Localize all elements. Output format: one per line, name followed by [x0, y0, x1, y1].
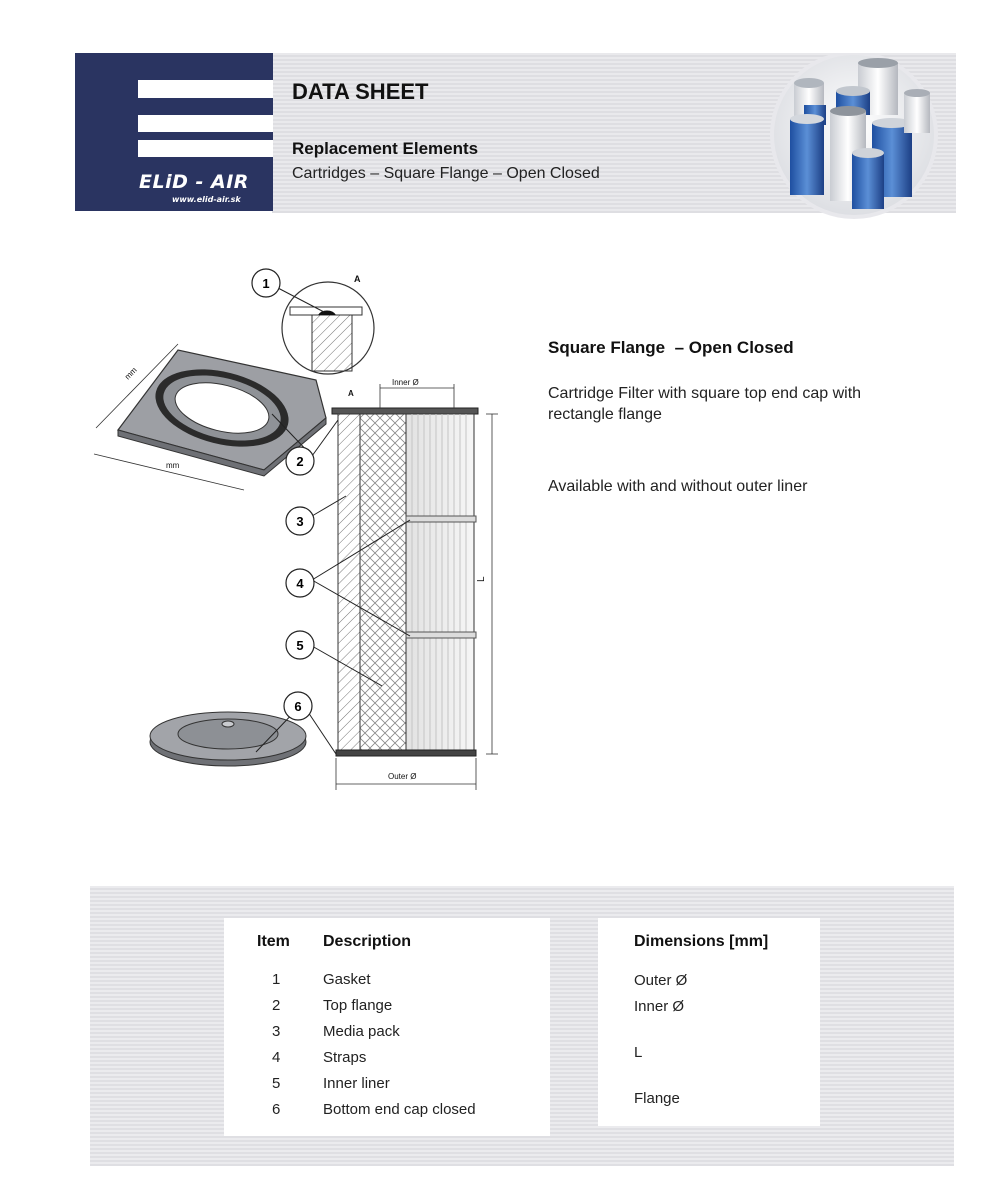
callout-number-6: 6	[294, 699, 302, 714]
item-description: Top flange	[323, 997, 393, 1014]
dimension-length: L	[634, 1044, 643, 1061]
item-description: Media pack	[323, 1023, 400, 1040]
logo-bar-middle	[138, 115, 273, 132]
logo-text: ELiD - AIR	[139, 171, 249, 193]
dim-outer-label: Outer Ø	[388, 772, 417, 781]
cartridge-drawing	[332, 384, 498, 790]
item-number: 3	[272, 1023, 281, 1040]
item-description: Inner liner	[323, 1075, 390, 1092]
dim-mm-side: mm	[122, 365, 139, 382]
company-logo	[75, 53, 273, 211]
dimensions-table	[598, 918, 820, 1126]
dimension-outer-diameter: Outer Ø	[634, 972, 688, 989]
detail-a-view	[282, 282, 374, 374]
items-table	[224, 918, 550, 1136]
page-title: DATA SHEET	[292, 79, 429, 104]
bottom-end-cap-drawing	[150, 712, 306, 766]
product-line: Cartridges – Square Flange – Open Closed	[292, 165, 600, 182]
item-number: 6	[272, 1101, 281, 1118]
logo-url: www.elid-air.sk	[172, 195, 241, 204]
callout-number-5: 5	[296, 638, 304, 653]
items-header-description: Description	[323, 933, 412, 950]
technical-drawing	[80, 258, 520, 798]
item-number: 4	[272, 1049, 281, 1066]
item-description: Gasket	[323, 971, 371, 988]
item-description: Bottom end cap closed	[323, 1101, 476, 1118]
page-subtitle: Replacement Elements	[292, 139, 479, 158]
callout-number-3: 3	[296, 514, 304, 529]
detail-label-a: A	[354, 274, 361, 284]
logo-bar-top	[138, 80, 273, 98]
callout-number-1: 1	[262, 276, 270, 291]
dimension-inner-diameter: Inner Ø	[634, 998, 685, 1015]
product-heading: Square Flange – Open Closed	[548, 338, 794, 357]
items-header-item: Item	[257, 933, 290, 950]
product-description: Cartridge Filter with square top end cap with rectangle flange	[548, 385, 862, 423]
item-number: 5	[272, 1075, 281, 1092]
dim-mm-bottom: mm	[166, 461, 180, 470]
product-availability: Available with and without outer liner	[548, 478, 808, 495]
dimensions-heading: Dimensions [mm]	[634, 933, 769, 950]
callout-number-2: 2	[296, 454, 304, 469]
callout-number-4: 4	[296, 576, 304, 591]
dimension-flange: Flange	[634, 1090, 680, 1107]
dim-inner-label: Inner Ø	[392, 378, 419, 387]
product-photo	[764, 53, 944, 221]
logo-bar-bottom	[138, 140, 273, 157]
item-number: 2	[272, 997, 281, 1014]
dim-length-label: L	[476, 576, 487, 582]
item-description: Straps	[323, 1049, 367, 1066]
detail-label-a-small: A	[348, 389, 354, 398]
item-number: 1	[272, 971, 281, 988]
